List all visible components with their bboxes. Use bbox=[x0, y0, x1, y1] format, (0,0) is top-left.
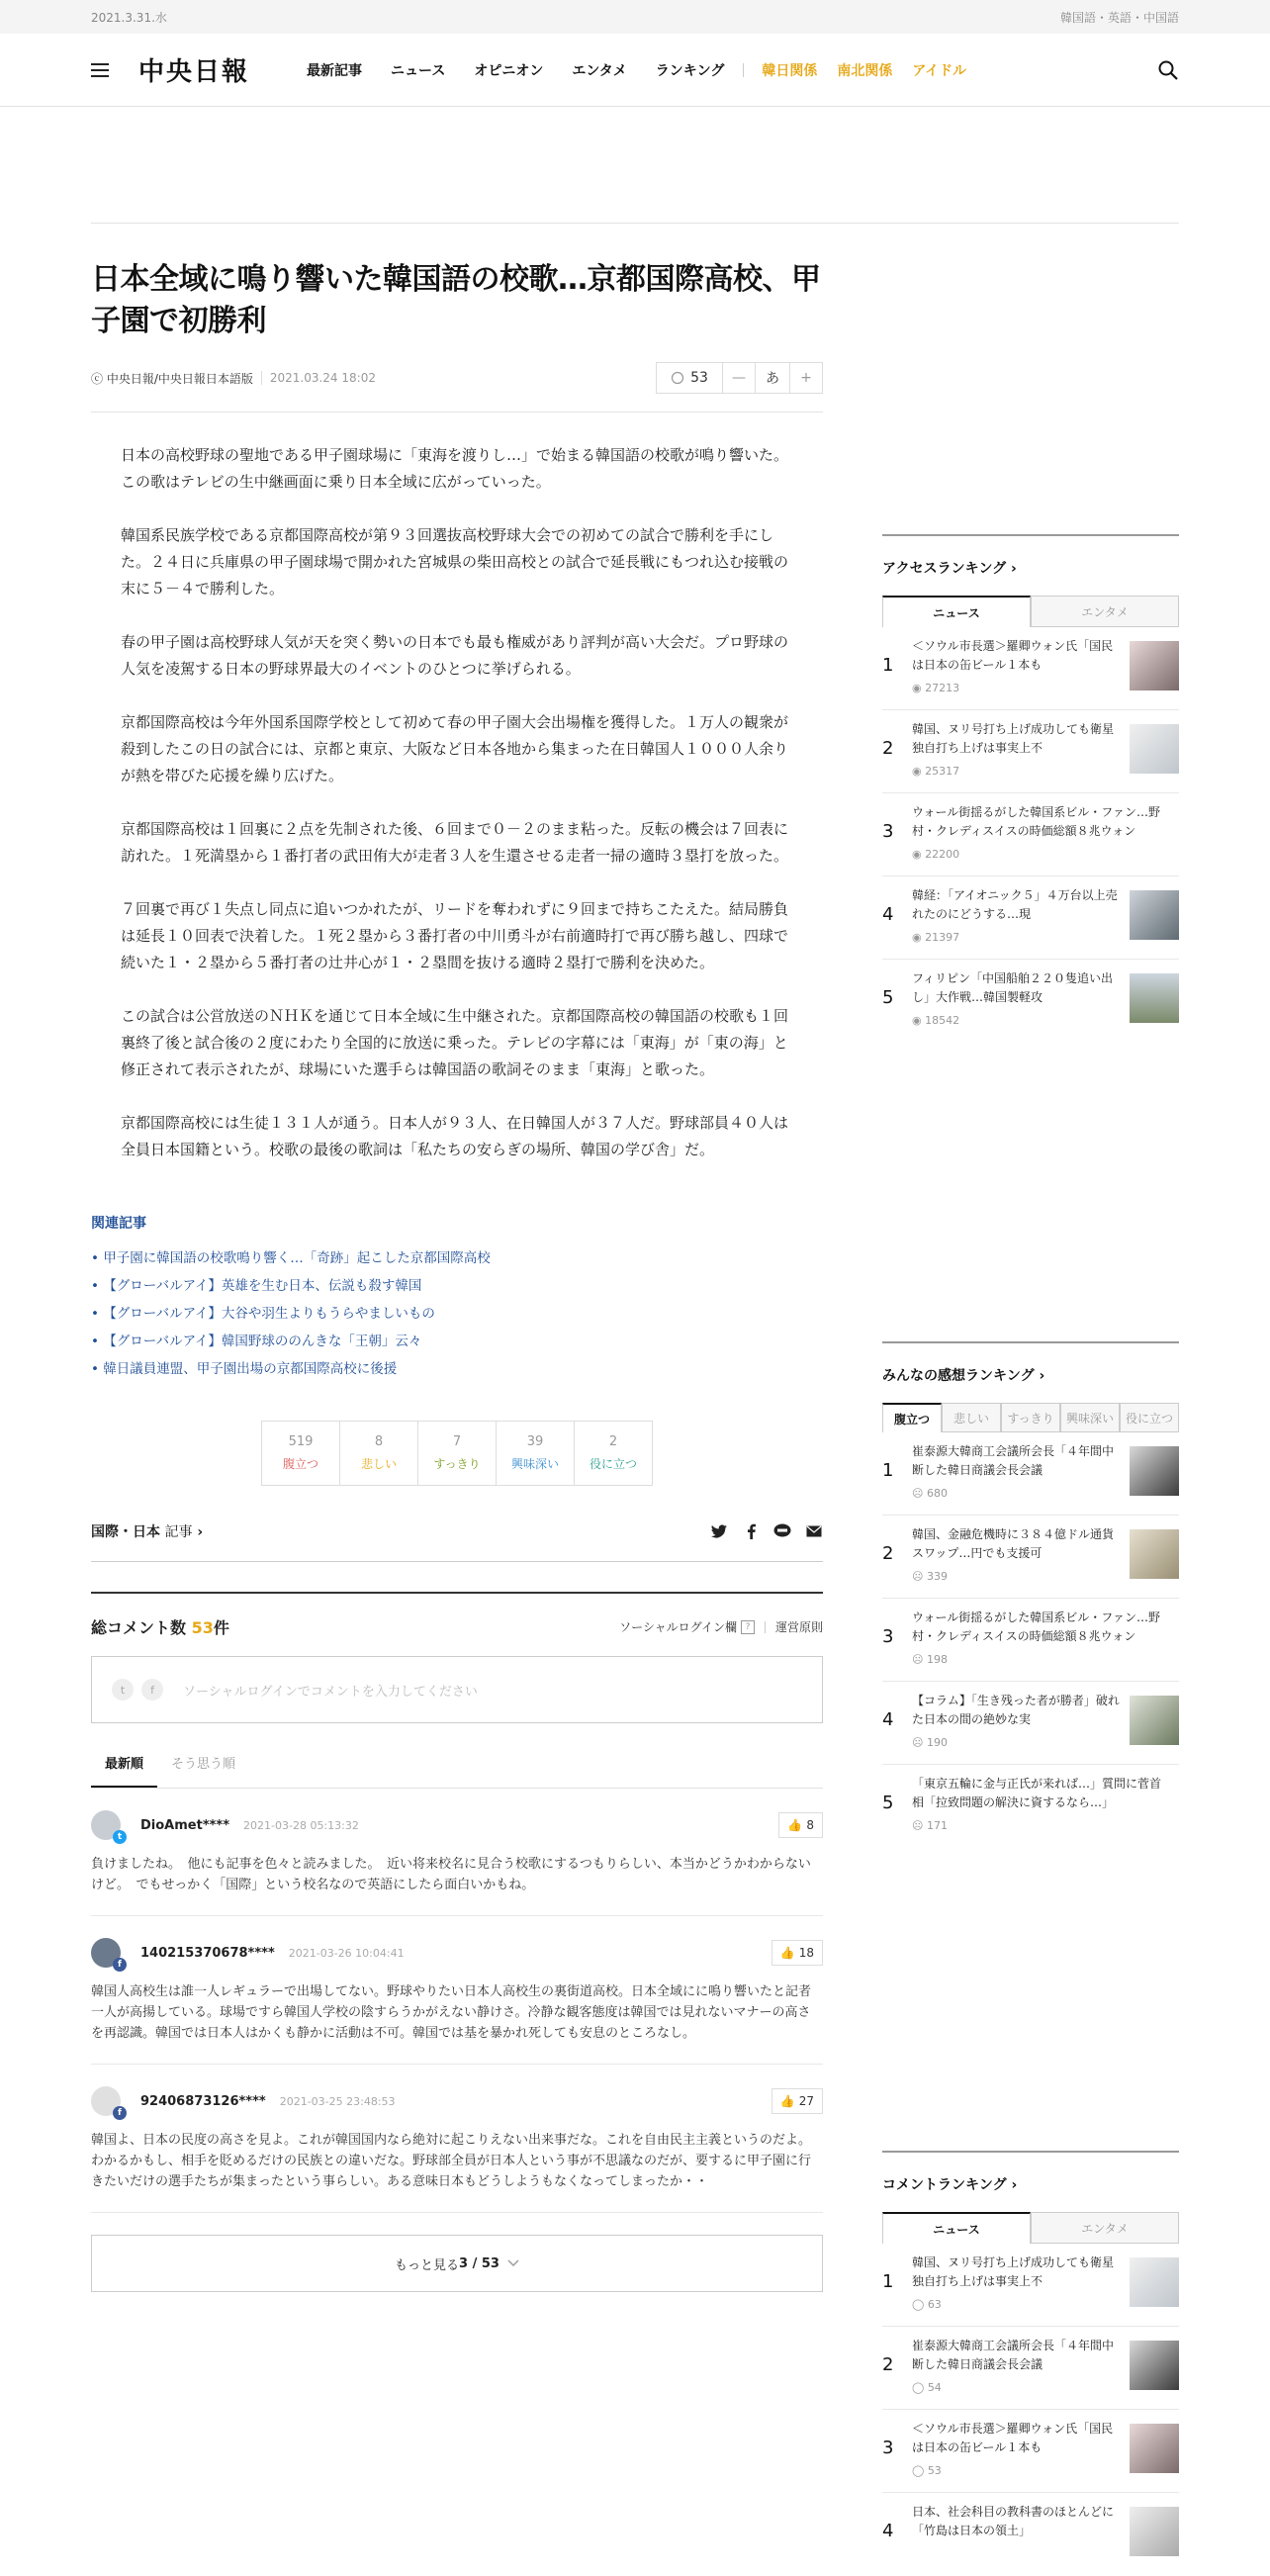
thumbnail bbox=[1130, 2257, 1179, 2307]
ranking-item[interactable]: 1 崔泰源大韓商工会議所会長「４年間中断した韓日商議会長会議 ☹ 680 bbox=[882, 1432, 1179, 1516]
thumbs-up-icon: 👍 bbox=[779, 1946, 795, 1960]
ranking-item[interactable]: 4 韓経：「アイオニック５」４万台以上売れたのにどうする…現 ◉ 21397 bbox=[882, 876, 1179, 960]
thumbnail bbox=[1130, 1529, 1179, 1579]
tab-angry[interactable]: 腹立つ bbox=[882, 1403, 942, 1432]
related-articles bbox=[91, 1213, 823, 1383]
nav-idol[interactable]: アイドル bbox=[912, 62, 967, 79]
font-decrease-button[interactable]: — bbox=[722, 362, 756, 394]
related-link[interactable]: • 【グローバルアイ】韓国野球ののんきな「王朝」云々 bbox=[91, 1328, 823, 1355]
comment-ranking bbox=[882, 2151, 1179, 2576]
comment-date: 2021-03-26 10:04:41 bbox=[288, 1946, 405, 1960]
tab-latest[interactable]: 最新順 bbox=[91, 1739, 157, 1788]
comment-date: 2021-03-28 05:13:32 bbox=[243, 1818, 359, 1832]
comment-author: 92406873126**** bbox=[140, 2093, 266, 2109]
comment-author: 140215370678**** bbox=[140, 1945, 275, 1961]
line-icon[interactable] bbox=[773, 1522, 791, 1540]
article-source: ⓒ 中央日報/中央日報日本語版 bbox=[91, 371, 253, 386]
twitter-login-icon[interactable]: t bbox=[112, 1679, 134, 1701]
menu-icon[interactable] bbox=[91, 63, 109, 77]
reaction-ranking bbox=[882, 1341, 1179, 1848]
reaction-ranking-list bbox=[882, 1432, 1179, 1848]
comment-total: 総コメント数 53件 bbox=[91, 1618, 229, 1637]
related-link[interactable]: • 【グローバルアイ】大谷や羽生よりもうらやましいもの bbox=[91, 1300, 823, 1328]
access-ranking-title[interactable]: アクセスランキング › bbox=[882, 561, 1017, 577]
nav-north-south[interactable]: 南北関係 bbox=[837, 62, 893, 79]
ranking-item[interactable]: 1 韓国、ヌリ号打ち上げ成功しても衛星独自打ち上げは事実上不 ◯ 63 bbox=[882, 2244, 1179, 2327]
ranking-item[interactable]: 4 【コラム】「生き残った者が勝者」破れた日本の間の絶妙な実 ☹ 190 bbox=[882, 1682, 1179, 1765]
category-row bbox=[91, 1521, 823, 1562]
reaction-label: 悲しい bbox=[360, 1457, 397, 1471]
nav-entertainment[interactable]: エンタメ bbox=[572, 62, 627, 79]
site-logo[interactable]: 中央日報 bbox=[138, 57, 250, 87]
comment-item bbox=[91, 1789, 823, 1916]
related-link[interactable]: • 【グローバルアイ】英雄を生む日本、伝説も殺す韓国 bbox=[91, 1272, 823, 1300]
ranking-item[interactable]: 4 日本、社会科目の教科書のほとんどに「竹島は日本の領土」 bbox=[882, 2493, 1179, 2576]
facebook-badge-icon: f bbox=[113, 1958, 127, 1972]
reaction-count: 39 bbox=[526, 1434, 544, 1449]
ranking-item[interactable]: 2 崔泰源大韓商工会議所会長「４年間中断した韓日商議会長会議 ◯ 54 bbox=[882, 2327, 1179, 2410]
mail-icon[interactable] bbox=[805, 1522, 823, 1540]
facebook-login-icon[interactable]: f bbox=[141, 1679, 163, 1701]
nav-ranking[interactable]: ランキング bbox=[655, 62, 725, 79]
comment-sort-tabs bbox=[91, 1739, 823, 1789]
tab-news[interactable]: ニュース bbox=[882, 2212, 1031, 2244]
thumbnail bbox=[1130, 1696, 1179, 1745]
comment-placeholder: ソーシャルログインでコメントを入力してください bbox=[183, 1684, 478, 1700]
tab-news[interactable]: ニュース bbox=[882, 596, 1031, 627]
avatar bbox=[91, 1938, 121, 1968]
category-link[interactable]: 国際・日本 記事 › bbox=[91, 1524, 204, 1540]
related-title: 関連記事 bbox=[91, 1216, 146, 1232]
avatar bbox=[91, 2086, 121, 2116]
reaction-count: 7 bbox=[452, 1434, 462, 1449]
tab-refreshing[interactable]: すっきり bbox=[1001, 1403, 1060, 1432]
thumbnail bbox=[1130, 641, 1179, 690]
help-icon[interactable]: ? bbox=[741, 1620, 755, 1634]
main-navigation bbox=[0, 34, 1270, 107]
article-body bbox=[91, 413, 823, 1163]
comment-ranking-title[interactable]: コメントランキング › bbox=[882, 2177, 1018, 2193]
reaction-label: 役に立つ bbox=[589, 1457, 637, 1471]
comment-item bbox=[91, 2065, 823, 2213]
thumbnail bbox=[1130, 973, 1179, 1023]
access-ranking-list bbox=[882, 627, 1179, 1043]
paragraph: 春の甲子園は高校野球人気が天を突く勢いの日本でも最も権威があり評判が高い大会だ。プロ野球の人気を凌駕する日本の野球界最大のイベントのひとつに挙げられる。 bbox=[121, 633, 789, 678]
ranking-item[interactable]: 3 ウォール街揺るがした韓国系ビル・ファン…野村・クレディスイスの時価総額８兆ウォン ◉ 22200 bbox=[882, 793, 1179, 876]
tab-useful[interactable]: 役に立つ bbox=[1120, 1403, 1179, 1432]
paragraph: 京都国際高校は１回裏に２点を先制された後、６回まで０－２のまま粘った。反転の機会は７回表に訪れた。１死満塁から１番打者の武田侑大が走者３人を生還させる走者一掃の適時３塁打を放った。 bbox=[121, 820, 789, 865]
reaction-count: 8 bbox=[374, 1434, 384, 1449]
paragraph: 京都国際高校は今年外国系国際学校として初めて春の甲子園大会出場権を獲得した。１万人の観衆が殺到したこの日の試合には、京都と東京、大阪など日本各地から集まった在日韓国人１０００人余りが熱を帯びた応援を繰り広げた。 bbox=[121, 713, 789, 784]
social-login-link[interactable]: ソーシャルログイン欄 bbox=[619, 1620, 737, 1634]
comment-ranking-list bbox=[882, 2244, 1179, 2576]
tab-entertainment[interactable]: エンタメ bbox=[1031, 596, 1179, 627]
reaction-buttons bbox=[261, 1421, 653, 1486]
nav-latest[interactable]: 最新記事 bbox=[307, 62, 363, 79]
reaction-refreshing[interactable] bbox=[418, 1422, 497, 1485]
article-title: 日本全域に鳴り響いた韓国語の校歌…京都国際高校、甲子園で初勝利 bbox=[91, 262, 821, 338]
comment-icon bbox=[671, 371, 684, 385]
reaction-label: 興味深い bbox=[510, 1457, 559, 1471]
comment-input[interactable] bbox=[91, 1656, 823, 1723]
comment-date: 2021-03-25 23:48:53 bbox=[279, 2094, 396, 2108]
thumbs-up-icon: 👍 bbox=[787, 1818, 803, 1832]
twitter-badge-icon: t bbox=[113, 1830, 127, 1844]
article-meta bbox=[91, 362, 823, 413]
tab-interesting[interactable]: 興味深い bbox=[1060, 1403, 1120, 1432]
ranking-item[interactable]: 1 ＜ソウル市長選＞羅卿ウォン氏「国民は日本の缶ビール１本も ◉ 27213 bbox=[882, 627, 1179, 710]
related-link[interactable]: • 韓日議員連盟、甲子園出場の京都国際高校に後援 bbox=[91, 1355, 823, 1383]
chevron-down-icon bbox=[507, 2259, 519, 2267]
twitter-icon[interactable] bbox=[710, 1522, 728, 1540]
font-size-label: あ bbox=[755, 362, 790, 394]
reaction-ranking-title[interactable]: みんなの感想ランキング › bbox=[882, 1368, 1045, 1384]
ad-banner-area bbox=[91, 107, 1179, 224]
ranking-item[interactable]: 3 ウォール街揺るがした韓国系ビル・ファン…野村・クレディスイスの時価総額８兆ウォン ☹ 198 bbox=[882, 1599, 1179, 1682]
thumbnail bbox=[1130, 2341, 1179, 2390]
comment-count-button[interactable] bbox=[656, 362, 723, 394]
reaction-count: 2 bbox=[608, 1434, 618, 1449]
article-column bbox=[91, 259, 823, 2292]
nav-divider bbox=[743, 63, 744, 77]
comment-text: 負けましたね。 他にも記事を色々と読みました。 近い将来校名に見合う校歌にするつもりらしい、本当かどうかわからないけど。 でもせっかく「国際」という校名なので英語にしたら面白いかもね。 bbox=[91, 1857, 811, 1892]
search-icon[interactable] bbox=[1157, 59, 1179, 81]
reaction-sad[interactable] bbox=[340, 1422, 418, 1485]
avatar bbox=[91, 1810, 121, 1840]
load-more-button[interactable]: もっと見る 3 / 53 bbox=[91, 2235, 823, 2292]
thumbnail bbox=[1130, 890, 1179, 940]
language-links[interactable]: 韓国語・英語・中国語 bbox=[1059, 10, 1179, 25]
top-utility-bar bbox=[0, 0, 1270, 34]
ranking-item[interactable]: 5 フィリピン「中国船舶２２０隻追い出し」大作戦…韓国製軽攻 ◉ 18542 bbox=[882, 960, 1179, 1043]
ranking-item[interactable]: 3 ＜ソウル市長選＞羅卿ウォン氏「国民は日本の缶ビール１本も ◯ 53 bbox=[882, 2410, 1179, 2493]
comment-author: DioAmet**** bbox=[140, 1817, 230, 1833]
nav-korea-japan[interactable]: 韓日関係 bbox=[762, 62, 818, 79]
ranking-item[interactable]: 2 韓国、ヌリ号打ち上げ成功しても衛星独自打ち上げは事実上不 ◉ 25317 bbox=[882, 710, 1179, 793]
paragraph: ７回裏で再び１失点し同点に追いつかれたが、リードを奪われずに９回まで持ちこたえた。結局勝負は延長１０回表で決着した。１死２塁から３番打者の中川勇斗が右前適時打で再び勝ち越し、四球で続いた１・２塁から５番打者の辻井心が１・２塁間を抜ける適時２塁打で勝利を決めた。 bbox=[121, 900, 789, 971]
tab-sad[interactable]: 悲しい bbox=[942, 1403, 1001, 1432]
reaction-useful[interactable] bbox=[575, 1422, 652, 1485]
access-ranking bbox=[882, 534, 1179, 1043]
article-date: 2021.03.24 18:02 bbox=[261, 371, 376, 385]
ranking-item[interactable]: 2 韓国、金融危機時に３８４億ドル通貨スワップ…円でも支援可 ☹ 339 bbox=[882, 1516, 1179, 1599]
thumbnail bbox=[1130, 724, 1179, 774]
like-button[interactable]: 👍 27 bbox=[771, 2088, 823, 2114]
nav-opinion[interactable]: オピニオン bbox=[474, 62, 544, 79]
thumbnail bbox=[1130, 1446, 1179, 1496]
comment-count: 53 bbox=[690, 370, 708, 386]
paragraph: 日本の高校野球の聖地である甲子園球場に「東海を渡りし…」で始まる韓国語の校歌が鳴り響いた。この歌はテレビの生中継画面に乗り日本全域に広がっていった。 bbox=[121, 446, 789, 491]
paragraph: 京都国際高校には生徒１３１人が通う。日本人が９３人、在日韓国人が３７人だ。野球部員４０人は全員日本国籍という。校歌の最後の歌詞は「私たちの安らぎの場所、韓国の学び舎」だ。 bbox=[121, 1114, 789, 1158]
tab-entertainment[interactable]: エンタメ bbox=[1031, 2212, 1179, 2244]
share-buttons bbox=[696, 1522, 823, 1540]
like-button[interactable]: 👍 8 bbox=[778, 1812, 823, 1838]
comments-divider bbox=[91, 1592, 823, 1594]
tab-agree[interactable]: そう思う順 bbox=[171, 1757, 236, 1772]
facebook-icon[interactable] bbox=[742, 1522, 760, 1540]
nav-news[interactable]: ニュース bbox=[391, 62, 446, 79]
current-date: 2021.3.31.水 bbox=[91, 10, 167, 25]
font-increase-button[interactable]: + bbox=[789, 362, 823, 394]
reaction-label: 腹立つ bbox=[282, 1457, 318, 1471]
thumbnail bbox=[1130, 2424, 1179, 2473]
facebook-badge-icon: f bbox=[113, 2106, 127, 2120]
comment-text: 韓国人高校生は誰一人レギュラーで出場してない。野球やりたい日本人高校生の裏街道高校。日本全域にに鳴り響いたと記者一人が高揚している。球場ですら韓国人学校の陰すらうかがえない静けさ。冷静な観客態度は韓国では見れないマナーの高さを再認識。韓国では日本人はかくも静かに活動は不可。韓国では基を暴かれ死しても安息のところなし。 bbox=[91, 1984, 812, 2041]
paragraph: 韓国系民族学校である京都国際高校が第９３回選抜高校野球大会での初めての試合で勝利を手にした。２４日に兵庫県の甲子園球場で開かれた宮城県の柴田高校との試合で延長戦にもつれ込む接戦の末に５－４で勝利した。 bbox=[121, 526, 789, 598]
comment-text: 韓国よ、日本の民度の高さを見よ。これが韓国国内なら絶対に起こりえない出来事だな。これを自由民主主義というのだよ。わかるかもし、相手を貶めるだけの民族との違いだな。野球部全員が日本人という事が不思議なのだが、要するに甲子園に行きたいだけの選手たちが集まったという事らしい。ある意味日本もどうしようもなくなってしまったか・・ bbox=[91, 2133, 812, 2189]
reaction-count: 519 bbox=[288, 1434, 314, 1449]
thumbnail bbox=[1130, 2507, 1179, 2556]
paragraph: この試合は公営放送のＮＨＫを通じて日本全域に生中継された。京都国際高校の韓国語の校歌も１回裏終了後と試合後の２度にわたり全国的に放送に乗った。テレビの字幕には「東海」が「東の海」と修正されて表示されたが、球場にいた選手らは韓国語の歌詞そのまま「東海」と歌った。 bbox=[121, 1007, 789, 1078]
reaction-label: すっきり bbox=[433, 1457, 481, 1471]
like-button[interactable]: 👍 18 bbox=[771, 1940, 823, 1966]
related-link[interactable]: • 甲子園に韓国語の校歌鳴り響く…「奇跡」起こした京都国際高校 bbox=[91, 1244, 823, 1272]
thumbs-up-icon: 👍 bbox=[779, 2094, 795, 2108]
reaction-interesting[interactable] bbox=[497, 1422, 575, 1485]
reaction-angry[interactable] bbox=[262, 1422, 340, 1485]
comment-item bbox=[91, 1916, 823, 2065]
comments-header bbox=[91, 1615, 823, 1638]
ranking-item[interactable]: 5 「東京五輪に金与正氏が来れば…」質問に菅首相「拉致問題の解決に資するなら…」 ☹ 171 bbox=[882, 1777, 1162, 1832]
policy-link[interactable]: 運営原則 bbox=[774, 1620, 823, 1634]
